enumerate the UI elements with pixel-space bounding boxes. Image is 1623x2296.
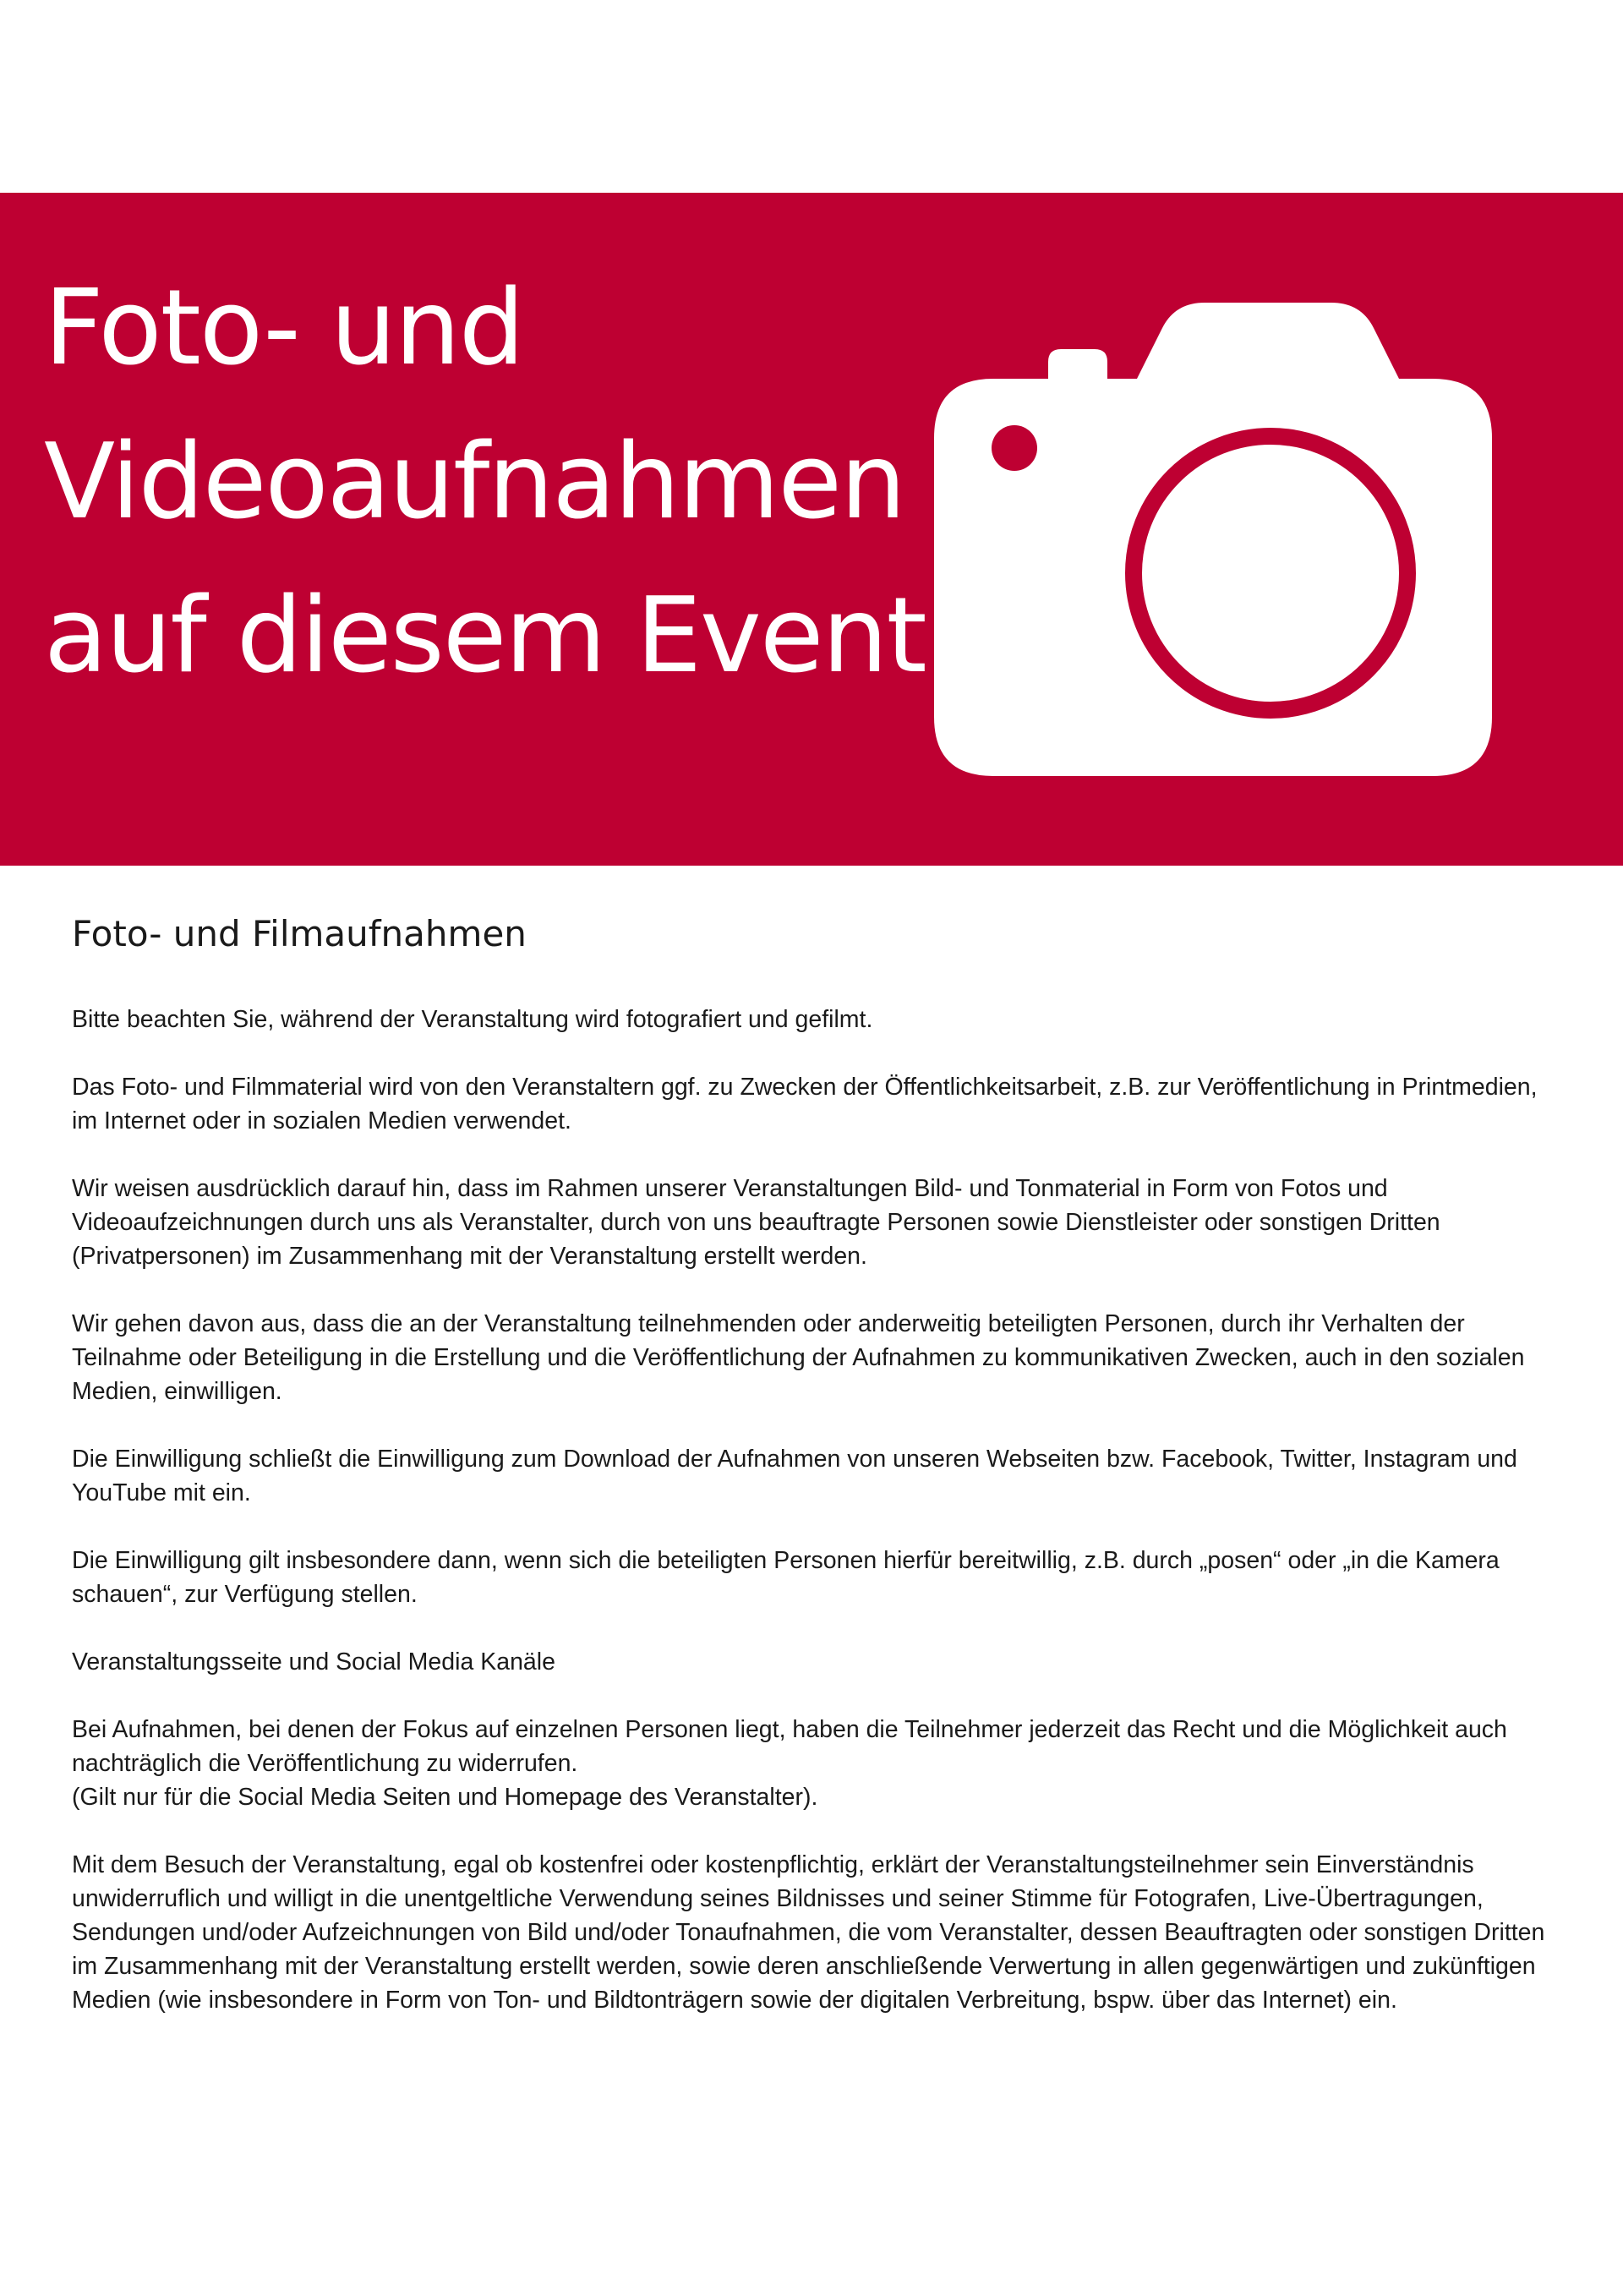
paragraph-6: Die Einwilligung gilt insbesondere dann, wenn sich die beteiligten Personen hierfür bereitwillig, z.B. durch „posen“ oder „in die Kamera schauen“, zur Verfügung stellen.: [72, 1547, 1500, 1608]
banner-title: [44, 252, 940, 713]
section-heading: Foto- und Filmaufnahmen: [72, 913, 527, 954]
paragraph-7: Veranstaltungsseite und Social Media Kanäle: [72, 1648, 555, 1676]
paragraph-list: [72, 1003, 1555, 2017]
banner-title-line-1: Foto- und: [44, 268, 523, 389]
header-banner: [0, 193, 1623, 866]
paragraph-9: Mit dem Besuch der Veranstaltung, egal ob kostenfrei oder kostenpflichtig, erklärt der Veranstaltungsteilnehmer sein Einverständnis unwiderruflich und willigt in die unentgeltliche Verwendung seines Bildnisses und seiner Stimme für Fotografen, Live-Übertragungen, Sendungen und/oder Aufzeichnungen von Bild und/oder Tonaufnahmen, die vom Veranstalter, dessen Beauftragten oder sonstigen Dritten im Zusammenhang mit der Veranstaltung erstellt werden, sowie deren anschließende Verwertung in allen gegenwärtigen und zukünftigen Medien (wie insbesondere in Form von Ton- und Bildtonträgern sowie der digitalen Verbreitung, bspw. über das Internet) ein.: [72, 1851, 1545, 2014]
paragraph-1: Bitte beachten Sie, während der Veranstaltung wird fotografiert und gefilmt.: [72, 1006, 873, 1033]
paragraph-3: Wir weisen ausdrücklich darauf hin, dass im Rahmen unserer Veranstaltungen Bild- und Tonmaterial in Form von Fotos und Videoaufzeichnungen durch uns als Veranstalter, durch von uns beauftragte Personen sowie Dienstleister oder sonstigen Dritten (Privatpersonen) im Zusammenhang mit der Veranstaltung erstellt werden.: [72, 1175, 1440, 1270]
paragraph-4: Wir gehen davon aus, dass die an der Veranstaltung teilnehmenden oder anderweitig beteiligten Personen, durch ihr Verhalten der Teilnahme oder Beteiligung in die Erstellung und die Veröffentlichung der Aufnahmen zu kommunikativen Zwecken, auch in den sozialen Medien, einwilligen.: [72, 1310, 1525, 1405]
camera-icon: [934, 303, 1492, 776]
paragraph-5: Die Einwilligung schließt die Einwilligung zum Download der Aufnahmen von unseren Webseiten bzw. Facebook, Twitter, Instagram und YouTube mit ein.: [72, 1446, 1517, 1506]
paragraph-8: Bei Aufnahmen, bei denen der Fokus auf einzelnen Personen liegt, haben die Teilnehmer jederzeit das Recht und die Möglichkeit auch nachträglich die Veröffentlichung zu widerrufen. (Gilt nur für die Social Media Seiten und Homepage des Veranstalter).: [72, 1716, 1507, 1811]
banner-title-line-3: auf diesem Event: [44, 576, 926, 697]
paragraph-2: Das Foto- und Filmmaterial wird von den Veranstaltern ggf. zu Zwecken der Öffentlichkeitsarbeit, z.B. zur Veröffentlichung in Printmedien, im Internet oder in sozialen Medien verwendet.: [72, 1074, 1538, 1134]
info-section: [72, 906, 1555, 2051]
banner-title-line-2: Videoaufnahmen: [44, 422, 904, 543]
